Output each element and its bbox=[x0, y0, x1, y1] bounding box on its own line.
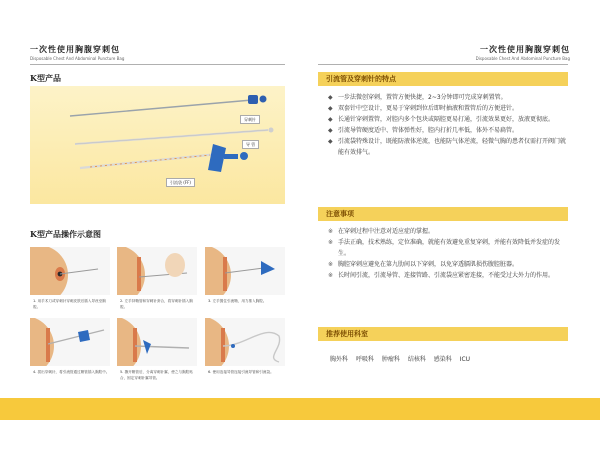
step-3-image bbox=[205, 247, 285, 295]
department-item: 结核科 bbox=[407, 356, 426, 363]
label-needle: 穿刺针 bbox=[240, 115, 260, 124]
diamond-bullet-icon: ◆ bbox=[328, 138, 333, 145]
note-item: ※ 手法正确，技术熟练，定位准确，就能有效避免重复穿刺，并能有效降低并发症的发生。 bbox=[328, 239, 561, 257]
diamond-bullet-icon: ◆ bbox=[328, 116, 333, 123]
step-1-image bbox=[30, 247, 110, 295]
features-list bbox=[328, 92, 566, 158]
notes-list bbox=[328, 226, 566, 281]
note-item: ※ 胸腔穿刺应避免在第九肋间以下穿刺，以免穿透膈肌损伤腹腔脏器。 bbox=[328, 261, 519, 268]
features-header-bar bbox=[318, 72, 568, 86]
feature-item: ◆ 长通针穿刺置管，对腔内多个包块或隔腔更易打通，引流效果更好，放液更彻底。 bbox=[328, 116, 555, 123]
diamond-bullet-icon: ◆ bbox=[328, 127, 333, 134]
asterisk-bullet-icon: ※ bbox=[328, 228, 334, 235]
wing-connector bbox=[208, 144, 226, 172]
footer-band bbox=[0, 398, 600, 420]
department-item: 呼吸科 bbox=[355, 356, 374, 363]
product-photo bbox=[30, 86, 285, 204]
notes-title: 注意事项 bbox=[326, 209, 354, 218]
step-1-caption: 1. 用手术刀或穿刺针穿刺皮肤后插入导丝至胸腔。 bbox=[33, 299, 106, 309]
step-2-caption: 2. 左手持鞘管和穿刺针套合，将穿刺针插入胸腔。 bbox=[120, 299, 193, 309]
needle-shaft bbox=[70, 100, 252, 116]
department-item: 感染科 bbox=[433, 356, 452, 363]
header-left bbox=[30, 44, 124, 61]
diamond-bullet-icon: ◆ bbox=[328, 105, 333, 112]
asterisk-bullet-icon: ※ bbox=[328, 272, 334, 279]
feature-item: ◆ 双套针中空设计，更易于穿刺到位后即时抽液和置管后的方便进针。 bbox=[328, 105, 519, 112]
asterisk-bullet-icon: ※ bbox=[328, 261, 334, 268]
features-title: 引流管及穿刺针的特点 bbox=[326, 74, 396, 83]
header-left-title: 一次性使用胸腹穿刺包 bbox=[30, 44, 120, 54]
needle-hub bbox=[248, 95, 258, 104]
step-3-caption: 3. 左手握住引流鞘，用力推入胸腔。 bbox=[208, 299, 267, 303]
step-5-caption: 5. 撕开鞘管后，分离穿刺针翼，使之与胸腔贴合，固定穿刺针翼导管。 bbox=[120, 370, 193, 380]
label-tube: 导 管 bbox=[242, 140, 259, 149]
feature-item: ◆ 引流导管硬度适中、管体弹性好，腔内打折几率低，体外不易扁管。 bbox=[328, 127, 519, 134]
department-item: 肿瘤科 bbox=[381, 356, 400, 363]
step-4-caption: 4. 拔出穿刺针，将引流管通过鞘管插入胸腔中。 bbox=[33, 370, 110, 374]
note-item: ※ 在穿刺过程中注意对适应症的掌握。 bbox=[328, 228, 435, 235]
header-right-title: 一次性使用胸腹穿刺包 bbox=[480, 44, 570, 54]
step-5-image bbox=[117, 318, 197, 366]
header-left-subtitle: Disposable Chest And Abdominal Puncture Bag bbox=[30, 56, 125, 61]
diamond-bullet-icon: ◆ bbox=[328, 94, 333, 101]
department-item: 胸外科 bbox=[330, 356, 349, 363]
department-item: ICU bbox=[459, 356, 471, 363]
asterisk-bullet-icon: ※ bbox=[328, 239, 334, 246]
header-right bbox=[476, 44, 570, 61]
feature-item: ◆ 一步法微创穿刺，置管方便快捷，2~3分钟即可完成穿刺置管。 bbox=[328, 94, 507, 101]
step-6-image bbox=[205, 318, 285, 366]
departments-list bbox=[330, 354, 476, 363]
step-2-image bbox=[117, 247, 197, 295]
label-bag: 引流袋 (FF) bbox=[166, 178, 195, 187]
k-steps-title: K型产品操作示意图 bbox=[30, 229, 101, 239]
k-product-title: K型产品 bbox=[30, 73, 61, 83]
feature-item: ◆ 引流袋特殊设计，既能防液体逆流，也能防气体逆流，轻微气胸的患者仅需打开阀门就能有效排气。 bbox=[328, 138, 567, 156]
departments-title: 推荐使用科室 bbox=[326, 329, 368, 338]
step-6-caption: 6. 使用连接导管连接引流导管和引流袋。 bbox=[208, 370, 274, 374]
header-rule-left bbox=[30, 64, 285, 65]
departments-header-bar bbox=[318, 327, 568, 341]
header-rule-right bbox=[318, 64, 568, 65]
needle-cap bbox=[260, 96, 267, 103]
notes-header-bar bbox=[318, 207, 568, 221]
header-right-subtitle: Disposable Chest And Abdominal Puncture Bag bbox=[475, 56, 570, 61]
note-item: ※ 长时间引流，引流导管、连接管路、引流袋应紧密连接，不能受过大外力的作用。 bbox=[328, 272, 555, 279]
step-4-image bbox=[30, 318, 110, 366]
